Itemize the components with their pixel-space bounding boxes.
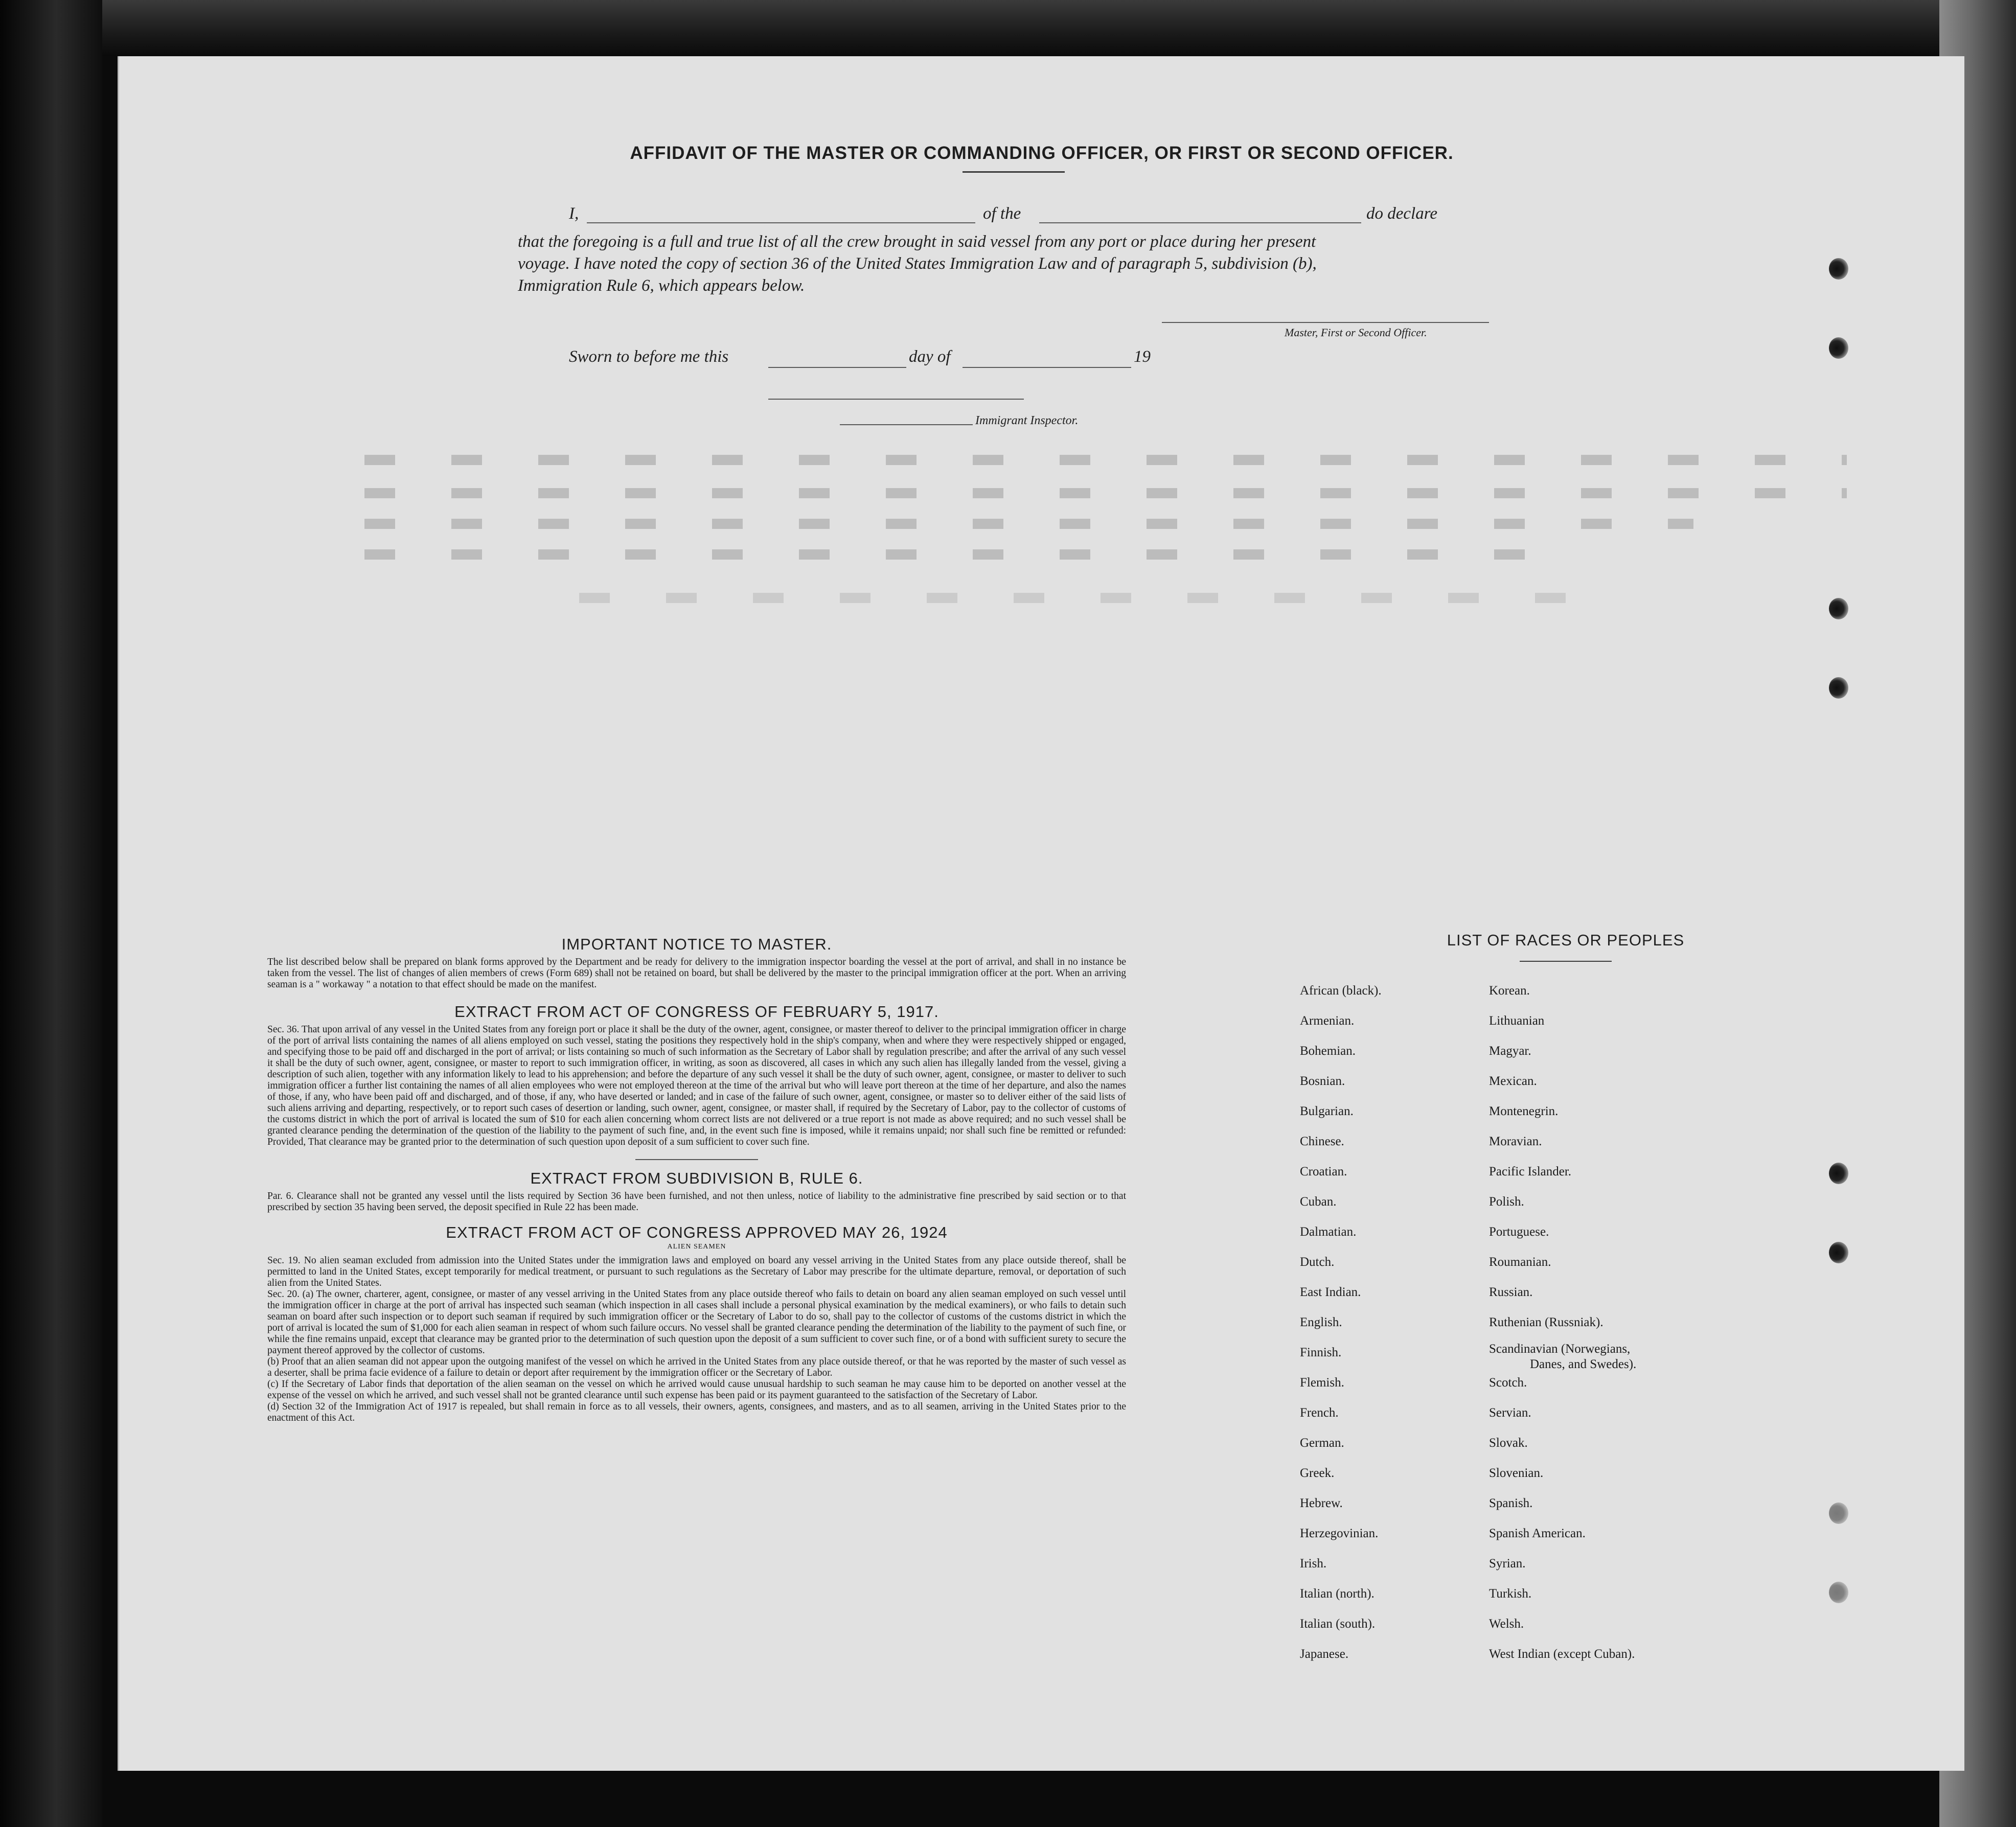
race-right: Slovenian. (1489, 1466, 1544, 1480)
race-left: African (black). (1300, 984, 1382, 998)
bleed-through-row (364, 549, 1540, 560)
bleed-through-row (364, 488, 1847, 498)
extract-1924-sec20d: (d) Section 32 of the Immigration Act of 1917 is repealed, but shall remain in force as to all vessels, their owners, agents, consignees, and masters, and as to all seamen, arriving in the United States prior to the enactment of this Act. (267, 1401, 1126, 1423)
race-left: Dutch. (1300, 1255, 1335, 1269)
race-left: Cuban. (1300, 1195, 1337, 1209)
extract-1924-title: EXTRACT FROM ACT OF CONGRESS APPROVED MAY 26, 1924 (446, 1223, 948, 1241)
races-divider (1520, 961, 1612, 962)
race-right: Scotch. (1489, 1376, 1527, 1390)
races-title: LIST OF RACES OR PEOPLES (1447, 931, 1685, 949)
race-left: French. (1300, 1406, 1339, 1420)
affidavit-declare: do declare (1366, 204, 1437, 223)
year-prefix: 19 (1134, 348, 1151, 366)
race-left: Chinese. (1300, 1135, 1344, 1148)
punch-hole-icon (1829, 258, 1848, 280)
inspector-signature-line-2 (840, 424, 973, 425)
document-page (118, 56, 1964, 1771)
race-right: Pacific Islander. (1489, 1165, 1572, 1178)
race-left: Finnish. (1300, 1346, 1342, 1359)
day-blank (768, 367, 906, 368)
affidavit-line-2: that the foregoing is a full and true list of all the crew brought in said vessel from any port or place during her present (518, 233, 1316, 251)
affidavit-i: I, (569, 204, 579, 223)
race-right-continuation: Danes, and Swedes). (1530, 1357, 1637, 1371)
month-blank (963, 367, 1131, 368)
section-divider (635, 1159, 758, 1160)
sworn-text: Sworn to before me this (569, 348, 729, 366)
vessel-blank (1039, 222, 1361, 223)
bleed-through-row (364, 455, 1847, 465)
left-column (267, 935, 1126, 1424)
extract-1924-sec20b: (b) Proof that an alien seaman did not appear upon the outgoing manifest of the vessel on which he arrived in the United States from any place outside thereof, or that he was reported by the master of such vessel as a deserter, shall be prima facie evidence of a failure to detain or deport after requirement by the immigration officer or the Secretary of Labor. (267, 1356, 1126, 1378)
affidavit-of-the: of the (983, 204, 1021, 223)
extract-1924-sec20a: Sec. 20. (a) The owner, charterer, agent, consignee, or master of any vessel arriving in the United States from any place outside thereof who fails to detain on board any alien seaman employed on such vessel until the immigration officer in charge at the port of arrival has inspected such seaman (which inspection in all cases shall include a personal physical examination by the medical examiners), or who fails to detain such seaman on board after such inspection or to deport such seaman if required by such immigration officer or the Secretary of Labor to do so, shall pay to the collector of customs of the customs district in which the port of arrival is located the sum of $1,000 for each alien seaman in respect of whom such failure occurs. No vessel shall be granted clearance pending the determination of the liability to the payment of such fine, or while the fine remains unpaid, except that clearance may be granted prior to the determination of such question upon the deposit of a sum sufficient to cover such fine, or of a bond with sufficient surety to secure the payment thereof approved by the collector of customs. (267, 1289, 1126, 1356)
bleed-through-row (579, 593, 1601, 603)
race-right: Magyar. (1489, 1044, 1531, 1058)
punch-hole-icon (1829, 1502, 1848, 1524)
master-label: Master, First or Second Officer. (1285, 326, 1427, 339)
punch-hole-icon (1829, 1163, 1848, 1184)
race-left: Bosnian. (1300, 1074, 1345, 1088)
master-signature-line (1162, 322, 1489, 323)
race-left: Bohemian. (1300, 1044, 1356, 1058)
race-left: East Indian. (1300, 1285, 1361, 1299)
race-right: Slovak. (1489, 1436, 1528, 1450)
race-left: Dalmatian. (1300, 1225, 1357, 1239)
race-left: Irish. (1300, 1557, 1327, 1570)
extract-1917-text: Sec. 36. That upon arrival of any vessel in the United States from any foreign port or place it shall be the duty of the owner, agent, consignee, or master thereof to deliver to the principal immigration officer in charge of the port of arrival lists containing the names of all aliens employed on such vessel, stating the positions they respectively hold in the ship's company, when and where they were respectively shipped or engaged, and specifying those to be paid off and discharged in the port of arrival; or lists containing so much of such information as the Secretary of Labor shall by regulation prescribe; and after the arrival of any such vessel it shall be the duty of such owner, agent, consignee, or master to report to such immigration officer, in writing, as soon as discovered, all cases in which any such alien has illegally landed from the vessel, giving a description of such alien, together with any information likely to lead to his apprehension; and before the departure of any such vessel it shall be the duty of such owner, agent, consignee, or master to deliver to such immigration officer a further list containing the names of all alien employees who were not employed thereon at the time of the arrival but who will leave port thereon at the time of her departure, and also the names of those, if any, who have been paid off and discharged, and of those, if any, who have deserted or landed; and in case of the failure of such owner, agent, consignee, or master so to deliver either of the said lists of such aliens arriving and departing, respectively, or to report such cases of desertion or landing, such owner, agent, consignee, or master shall, if required by the Secretary of Labor, pay to the collector of customs of the customs district in which the port of arrival is located the sum of $10 for each alien concerning whom correct lists are not delivered or a true report is not made as above required; and no such vessel shall be granted clearance pending the determination of the question of the liability to the payment of such fine, and, in the event such fine is imposed, while it remains unpaid; nor shall such fine be remitted or refunded: Provided, That clearance may be granted prior to the determination of such question upon deposit of a sum sufficient to cover such fine. (267, 1024, 1126, 1147)
race-right: Servian. (1489, 1406, 1531, 1420)
punch-hole-icon (1829, 1242, 1848, 1263)
race-right: Spanish American. (1489, 1527, 1586, 1540)
race-left: German. (1300, 1436, 1344, 1450)
inspector-signature-line-1 (768, 399, 1024, 400)
extract-1924-sec20c: (c) If the Secretary of Labor finds that deportation of the alien seaman on the vessel on which he arrived would cause unusual hardship to such seaman he may cause him to be deported on another vessel at the expense of the vessel on which he arrived, and such vessel shall not be granted clearance until such expense has been paid or its payment guaranteed to the satisfaction of the Secretary of Labor. (267, 1379, 1126, 1401)
title-divider (963, 171, 1065, 173)
race-right: Syrian. (1489, 1557, 1526, 1570)
race-left: Herzegovinian. (1300, 1527, 1379, 1540)
affidavit-line-4: Immigration Rule 6, which appears below. (518, 276, 805, 295)
race-left: Italian (north). (1300, 1587, 1374, 1601)
extract-1924-sec19: Sec. 19. No alien seaman excluded from admission into the United States under the immigration laws and employed on board any vessel arriving in the United States from any place outside thereof, shall be permitted to land in the United States, except temporarily for medical treatment, or pursuant to such regulations as the Secretary of Labor may prescribe for the ultimate departure, removal, or deportation of such alien from the United States. (267, 1255, 1126, 1288)
scan-frame-top (0, 0, 2016, 56)
race-right: Moravian. (1489, 1135, 1542, 1148)
race-right: Portuguese. (1489, 1225, 1549, 1239)
race-right: Polish. (1489, 1195, 1524, 1209)
extract-rule6-text: Par. 6. Clearance shall not be granted any vessel until the lists required by Section 36 have been furnished, and not then unless, notice of liability to the administrative fine prescribed by said section or to that prescribed by section 35 having been served, the deposit specified in Rule 22 has been made. (267, 1191, 1126, 1213)
race-right: Welsh. (1489, 1617, 1524, 1631)
race-right: Roumanian. (1489, 1255, 1551, 1269)
race-right: Mexican. (1489, 1074, 1537, 1088)
race-right: Scandinavian (Norwegians, (1489, 1342, 1631, 1356)
race-right: Spanish. (1489, 1496, 1533, 1510)
punch-hole-icon (1829, 677, 1848, 699)
notice-title: IMPORTANT NOTICE TO MASTER. (561, 935, 832, 953)
race-left: English. (1300, 1315, 1342, 1329)
race-right: Korean. (1489, 984, 1530, 998)
race-right: Lithuanian (1489, 1014, 1545, 1028)
race-right: Montenegrin. (1489, 1104, 1559, 1118)
race-right: Turkish. (1489, 1587, 1532, 1601)
race-left: Hebrew. (1300, 1496, 1343, 1510)
race-left: Croatian. (1300, 1165, 1347, 1178)
scan-frame-left (0, 0, 102, 1827)
inspector-label: Immigrant Inspector. (975, 414, 1079, 427)
race-left: Italian (south). (1300, 1617, 1376, 1631)
race-left: Bulgarian. (1300, 1104, 1354, 1118)
race-right: West Indian (except Cuban). (1489, 1647, 1635, 1661)
race-right: Ruthenian (Russniak). (1489, 1315, 1603, 1329)
affidavit-line-3: voyage. I have noted the copy of section 36 of the United States Immigration Law and of paragraph 5, subdivision (b), (518, 255, 1317, 273)
name-blank (587, 222, 975, 223)
day-of-text: day of (909, 348, 951, 366)
bleed-through-row (364, 519, 1693, 529)
punch-hole-icon (1829, 1582, 1848, 1603)
punch-hole-icon (1829, 598, 1848, 619)
race-right: Russian. (1489, 1285, 1533, 1299)
race-left: Flemish. (1300, 1376, 1344, 1390)
extract-1924-subtitle: ALIEN SEAMEN (667, 1243, 726, 1251)
race-left: Japanese. (1300, 1647, 1349, 1661)
extract-1917-title: EXTRACT FROM ACT OF CONGRESS OF FEBRUARY 5, 1917. (454, 1003, 939, 1021)
extract-rule6-title: EXTRACT FROM SUBDIVISION B, RULE 6. (530, 1169, 863, 1187)
notice-text: The list described below shall be prepared on blank forms approved by the Department and be ready for delivery to the immigration inspector boarding the vessel at the port of arrival, and shall in no instance be taken from the vessel. The list of changes of alien members of crews (Form 689) shall not be retained on board, but shall be delivered by the master to the principal immigration officer at the port. When an arriving seaman is a " workaway " a notation to that effect should be made on the manifest. (267, 957, 1126, 990)
race-left: Greek. (1300, 1466, 1335, 1480)
punch-hole-icon (1829, 337, 1848, 359)
affidavit-title: AFFIDAVIT OF THE MASTER OR COMMANDING OFFICER, OR FIRST OR SECOND OFFICER. (630, 143, 1454, 163)
race-left: Armenian. (1300, 1014, 1355, 1028)
